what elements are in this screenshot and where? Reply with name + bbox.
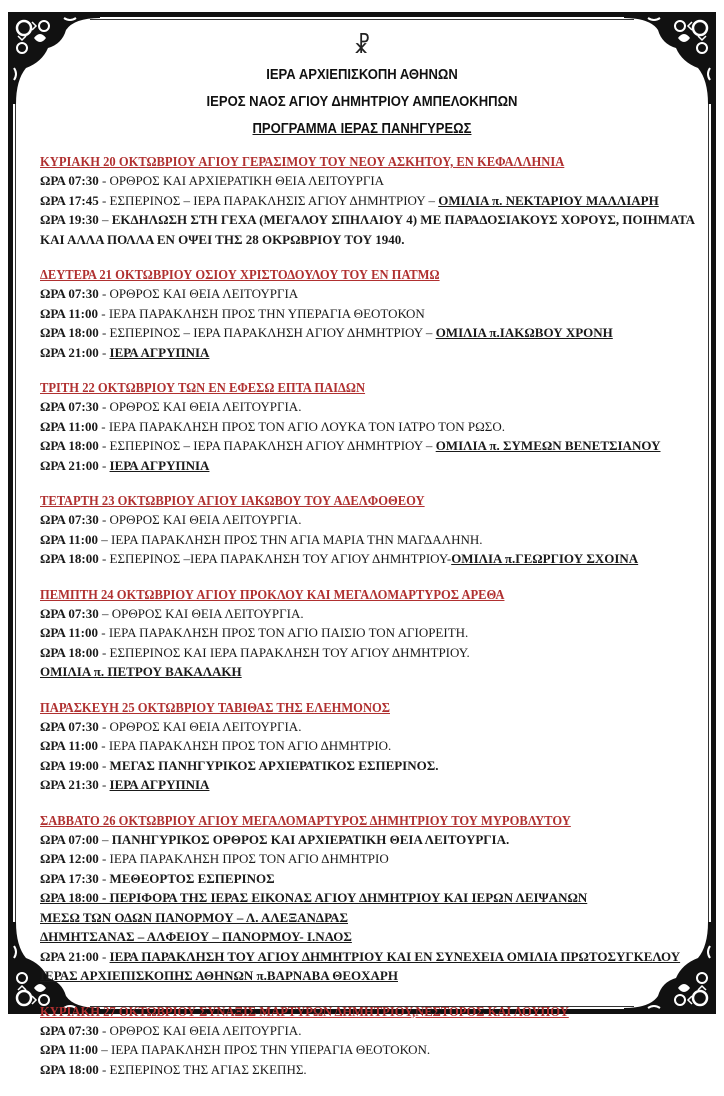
event-text: ΕΣΠΕΡΙΝΟΣ –ΙΕΡΑ ΠΑΡΑΚΛΗΣΗ ΤΟΥ ΑΓΙΟΥ ΔΗΜΗΤΡΙΟΥ-: [109, 551, 452, 566]
event-text: ΟΡΘΡΟΣ ΚΑΙ ΘΕΙΑ ΛΕΙΤΟΥΡΓΙΑ.: [109, 1022, 302, 1038]
separator: -: [98, 551, 110, 566]
day-section: [40, 699, 694, 795]
separator: -: [98, 718, 110, 734]
event-text: ΟΡΘΡΟΣ ΚΑΙ ΘΕΙΑ ΛΕΙΤΟΥΡΓΙΑ: [109, 286, 299, 301]
time-label: ΩΡΑ 07:30: [40, 399, 99, 414]
day-title: ΤΕΤΑΡΤΗ 23 ΟΚΤΩΒΡΙΟΥ ΑΓΙΟΥ ΙΑΚΩΒΟΥ ΤΟΥ ΑΔΕΛΦΟΘΕΟΥ: [40, 493, 425, 508]
time-label: ΩΡΑ 12:00: [40, 851, 99, 866]
separator: –: [97, 1042, 111, 1057]
time-label: ΩΡΑ 11:00: [40, 418, 98, 434]
day-section: [40, 492, 694, 569]
separator: -: [97, 418, 109, 434]
time-label: ΩΡΑ 21:00: [40, 948, 99, 964]
schedule-row: [40, 888, 694, 908]
event-text: ΙΕΡΑ ΠΑΡΑΚΛΗΣΗ ΠΡΟΣ ΤΗΝ ΑΓΙΑ ΜΑΡΙΑ ΤΗΝ ΜΑΓΔΑΛΗΝΗ.: [110, 531, 483, 547]
day-section: [40, 266, 694, 362]
schedule-row: [40, 304, 694, 324]
time-label: ΩΡΑ 07:30: [40, 605, 99, 621]
separator: -: [98, 438, 110, 453]
schedule-row: [40, 1021, 694, 1041]
day-section: [40, 153, 694, 249]
separator: –: [98, 605, 112, 621]
time-label: ΩΡΑ 18:00: [40, 325, 99, 340]
schedule-row: [40, 775, 694, 795]
schedule-row: [40, 662, 694, 682]
sermon-highlight: ΟΜΙΛΙΑ π. ΣΥΜΕΩΝ ΒΕΝΕΤΣΙΑΝΟΥ: [435, 438, 661, 453]
separator: –: [98, 212, 112, 227]
event-text: ΕΣΠΕΡΙΝΟΣ – ΙΕΡΑ ΠΑΡΑΚΛΗΣΗ ΑΓΙΟΥ ΔΗΜΗΤΡΙΟΥ –: [109, 325, 436, 340]
schedule-row: [40, 210, 694, 230]
separator: -: [98, 512, 110, 527]
event-text: ΕΚΔΗΛΩΣΗ ΣΤΗ ΓΕΧΑ (ΜΕΓΑΛΟΥ ΣΠΗΛΑΙΟΥ 4) ΜΕ ΠΑΡΑΔΟΣΙΑΚΟΥΣ ΧΟΡΟΥΣ, ΠΟΙΗΜΑΤΑ: [111, 212, 695, 227]
separator: -: [97, 305, 109, 321]
schedule-row: [40, 849, 694, 869]
separator: -: [98, 1061, 110, 1077]
border-top-inner: [90, 19, 634, 20]
event-text: ΙΕΡΑ ΠΑΡΑΚΛΗΣΗ ΠΡΟΣ ΤΟΝ ΑΓΙΟ ΠΑΙΣΙΟ ΤΟΝ ΑΓΙΟΡΕΙΤΗ.: [108, 625, 469, 640]
event-text: ΟΡΘΡΟΣ ΚΑΙ ΘΕΙΑ ΛΕΙΤΟΥΡΓΙΑ.: [109, 399, 302, 414]
border-left: [8, 60, 13, 964]
border-top: [60, 12, 664, 17]
sermon-highlight: ΟΜΙΛΙΑ π.ΙΑΚΩΒΟΥ ΧΡΟΝΗ: [435, 325, 613, 340]
separator: –: [97, 531, 111, 547]
time-label: ΩΡΑ 07:30: [40, 173, 99, 188]
event-text: ΕΣΠΕΡΙΝΟΣ ΚΑΙ ΙΕΡΑ ΠΑΡΑΚΛΗΣΗ ΤΟΥ ΑΓΙΟΥ ΔΗΜΗΤΡΙΟΥ.: [109, 644, 470, 660]
separator: -: [98, 777, 110, 792]
sermon-highlight: ΟΜΙΛΙΑ π.ΓΕΩΡΓΙΟΥ ΣΧΟΙΝΑ: [451, 551, 639, 566]
separator: –: [98, 831, 112, 847]
schedule-row: [40, 947, 694, 967]
event-text: ΠΑΝΗΓΥΡΙΚΟΣ ΟΡΘΡΟΣ ΚΑΙ ΑΡΧΙΕΡΑΤΙΚΗ ΘΕΙΑ ΛΕΙΤΟΥΡΓΙΑ.: [111, 831, 510, 847]
day-section: [40, 379, 694, 475]
time-label: ΩΡΑ 17:30: [40, 870, 99, 886]
separator: -: [98, 173, 110, 188]
schedule: [40, 153, 694, 1096]
separator: -: [98, 851, 110, 866]
schedule-row: [40, 284, 694, 304]
day-title: ΚΥΡΙΑΚΗ 20 ΟΚΤΩΒΡΙΟΥ ΑΓΙΟΥ ΓΕΡΑΣΙΜΟΥ ΤΟΥ ΝΕΟΥ ΑΣΚΗΤΟΥ, ΕΝ ΚΕΦΑΛΛΗΝΙΑ: [40, 154, 565, 169]
time-label: ΩΡΑ 11:00: [40, 1042, 98, 1057]
day-title: ΤΡΙΤΗ 22 ΟΚΤΩΒΡΙΟΥ ΤΩΝ ΕΝ ΕΦΕΣΩ ΕΠΤΑ ΠΑΙΔΩΝ: [40, 380, 366, 395]
time-label: ΩΡΑ 18:00: [40, 644, 99, 660]
time-label: ΩΡΑ 18:00: [40, 1061, 99, 1077]
sermon-highlight: ΙΕΡΑ ΑΓΡΥΠΝΙΑ: [109, 344, 210, 360]
schedule-row: [40, 436, 694, 456]
schedule-row: [40, 549, 694, 569]
sermon-highlight: ΙΕΡΑ ΑΓΡΥΠΝΙΑ: [109, 777, 210, 792]
schedule-row: [40, 604, 694, 624]
separator: -: [97, 738, 109, 753]
day-section: [40, 812, 694, 986]
time-label: ΩΡΑ 07:30: [40, 718, 99, 734]
time-label: ΩΡΑ 17:45: [40, 192, 99, 208]
event-continuation: ΟΜΙΛΙΑ π. ΠΕΤΡΟΥ ΒΑΚΑΛΑΚΗ: [40, 664, 242, 679]
separator: -: [98, 399, 110, 414]
schedule-row: [40, 230, 694, 250]
sermon-highlight: ΙΕΡΑ ΑΓΡΥΠΝΙΑ: [109, 457, 210, 473]
event-text: ΕΣΠΕΡΙΝΟΣ – ΙΕΡΑ ΠΑΡΑΚΛΗΣΙΣ ΑΓΙΟΥ ΔΗΜΗΤΡΙΟΥ –: [109, 192, 439, 208]
separator: -: [98, 948, 110, 964]
event-text: ΜΕΓΑΣ ΠΑΝΗΓΥΡΙΚΟΣ ΑΡΧΙΕΡΑΤΙΚΟΣ ΕΣΠΕΡΙΝΟΣ.: [109, 757, 439, 773]
schedule-row: [40, 927, 694, 947]
sermon-highlight: ΙΕΡΑ ΠΑΡΑΚΛΗΣΗ ΤΟΥ ΑΓΙΟΥ ΔΗΜΗΤΡΙΟΥ ΚΑΙ ΕΝ ΣΥΝΕΧΕΙΑ ΟΜΙΛΙΑ ΠΡΩΤΟΣΥΓΚΕΛΟΥ: [109, 948, 681, 964]
schedule-row: [40, 397, 694, 417]
schedule-row: [40, 343, 694, 363]
church-title: ΙΕΡΟΣ ΝΑΟΣ ΑΓΙΟΥ ΔΗΜΗΤΡΙΟΥ ΑΜΠΕΛΟΚΗΠΩΝ: [206, 94, 518, 110]
schedule-row: [40, 966, 694, 986]
day-title: ΣΑΒΒΑΤΟ 26 ΟΚΤΩΒΡΙΟΥ ΑΓΙΟΥ ΜΕΓΑΛΟΜΑΡΤΥΡΟΣ ΔΗΜΗΤΡΙΟΥ ΤΟΥ ΜΥΡΟΒΛΥΤΟΥ: [40, 812, 571, 828]
event-text: ΟΡΘΡΟΣ ΚΑΙ ΑΡΧΙΕΡΑΤΙΚΗ ΘΕΙΑ ΛΕΙΤΟΥΡΓΙΑ: [109, 173, 385, 188]
separator: -: [97, 625, 109, 640]
schedule-row: [40, 623, 694, 643]
separator: -: [98, 644, 110, 660]
separator: -: [98, 757, 110, 773]
time-label: ΩΡΑ 07:00: [40, 831, 99, 847]
time-label: ΩΡΑ 07:30: [40, 1022, 99, 1038]
schedule-row: [40, 643, 694, 663]
event-continuation: ΜΕΣΩ ΤΩΝ ΟΔΩΝ ΠΑΝΟΡΜΟΥ – Λ. ΑΛΕΞΑΝΔΡΑΣ: [40, 909, 349, 925]
day-section: [40, 1003, 694, 1080]
schedule-row: [40, 417, 694, 437]
event-continuation: ΔΗΜΗΤΣΑΝΑΣ – ΑΛΦΕΙΟΥ – ΠΑΝΟΡΜΟΥ- Ι.ΝΑΟΣ: [40, 929, 352, 944]
schedule-row: [40, 456, 694, 476]
time-label: ΩΡΑ 21:30: [40, 777, 99, 792]
separator: -: [98, 325, 110, 340]
schedule-row: [40, 171, 694, 191]
event-text: ΕΣΠΕΡΙΝΟΣ – ΙΕΡΑ ΠΑΡΑΚΛΗΣΗ ΑΓΙΟΥ ΔΗΜΗΤΡΙΟΥ –: [109, 438, 436, 453]
document-header: [0, 36, 724, 143]
separator: -: [98, 344, 110, 360]
event-highlight: ΩΡΑ 18:00 - ΠΕΡΙΦΟΡΑ ΤΗΣ ΙΕΡΑΣ ΕΙΚΟΝΑΣ ΑΓΙΟΥ ΔΗΜΗΤΡΙΟΥ ΚΑΙ ΙΕΡΩΝ ΛΕΙΨΑΝΩΝ: [40, 890, 588, 905]
time-label: ΩΡΑ 07:30: [40, 286, 99, 301]
schedule-row: [40, 530, 694, 550]
event-text: ΙΕΡΑ ΠΑΡΑΚΛΗΣΗ ΠΡΟΣ ΤΗΝ ΥΠΕΡΑΓΙΑ ΘΕΟΤΟΚΟΝ.: [110, 1042, 431, 1057]
program-title: ΠΡΟΓΡΑΜΜΑ ΙΕΡΑΣ ΠΑΝΗΓΥΡΕΩΣ: [252, 121, 472, 137]
separator: -: [98, 192, 110, 208]
schedule-row: [40, 1040, 694, 1060]
schedule-row: [40, 830, 694, 850]
time-label: ΩΡΑ 11:00: [40, 625, 98, 640]
time-label: ΩΡΑ 19:00: [40, 757, 99, 773]
schedule-row: [40, 756, 694, 776]
day-title: ΚΥΡΙΑΚΗ 27 ΟΚΤΩΒΡΙΟΥ ΣΥΝΑΞΙΣ ΜΑΡΤΥΡΩΝ ΔΗΜΗΤΡΙΟΥ,ΝΕΣΤΟΡΟΣ ΚΑΙ ΛΟΥΠΟΥ: [40, 1003, 569, 1019]
time-label: ΩΡΑ 21:00: [40, 457, 99, 473]
time-label: ΩΡΑ 11:00: [40, 531, 98, 547]
separator: -: [98, 286, 110, 301]
schedule-row: [40, 323, 694, 343]
event-text: ΙΕΡΑ ΠΑΡΑΚΛΗΣΗ ΠΡΟΣ ΤΟΝ ΑΓΙΟ ΔΗΜΗΤΡΙΟ.: [108, 738, 392, 753]
sermon-highlight: ΟΜΙΛΙΑ π. ΝΕΚΤΑΡΙΟΥ ΜΑΛΛΙΑΡΗ: [438, 192, 659, 208]
event-continuation: ΙΕΡΑΣ ΑΡΧΙΕΠΙΣΚΟΠΗΣ ΑΘΗΝΩΝ π.ΒΑΡΝΑΒΑ ΘΕΟΧΑΡΗ: [40, 968, 398, 983]
day-title: ΔΕΥΤΕΡΑ 21 ΟΚΤΩΒΡΙΟΥ ΟΣΙΟΥ ΧΡΙΣΤΟΔΟΥΛΟΥ ΤΟΥ ΕΝ ΠΑΤΜΩ: [40, 267, 440, 282]
schedule-row: [40, 869, 694, 889]
event-continuation: ΚΑΙ ΑΛΛΑ ΠΟΛΛΑ ΕΝ ΟΨΕΙ ΤΗΣ 28 ΟΚΡΩΒΡΙΟΥ ΤΟΥ 1940.: [40, 231, 405, 247]
event-text: ΕΣΠΕΡΙΝΟΣ ΤΗΣ ΑΓΙΑΣ ΣΚΕΠΗΣ.: [109, 1061, 307, 1077]
schedule-row: [40, 191, 694, 211]
separator: -: [98, 870, 110, 886]
schedule-row: [40, 1060, 694, 1080]
chi-rho-icon: ☧: [353, 34, 371, 59]
day-title: ΠΑΡΑΣΚΕΥΗ 25 ΟΚΤΩΒΡΙΟΥ ΤΑΒΙΘΑΣ ΤΗΣ ΕΛΕΗΜΟΝΟΣ: [40, 699, 390, 715]
event-text: ΙΕΡΑ ΠΑΡΑΚΛΗΣΗ ΠΡΟΣ ΤΗΝ ΥΠΕΡΑΓΙΑ ΘΕΟΤΟΚΟΝ: [108, 305, 425, 321]
event-text: ΙΕΡΑ ΠΑΡΑΚΛΗΣΗ ΠΡΟΣ ΤΟΝ ΑΓΙΟ ΔΗΜΗΤΡΙΟ: [109, 851, 389, 866]
time-label: ΩΡΑ 11:00: [40, 305, 98, 321]
time-label: ΩΡΑ 18:00: [40, 551, 99, 566]
schedule-row: [40, 717, 694, 737]
day-title: ΠΕΜΠΤΗ 24 ΟΚΤΩΒΡΙΟΥ ΑΓΙΟΥ ΠΡΟΚΛΟΥ ΚΑΙ ΜΕΓΑΛΟΜΑΡΤΥΡΟΣ ΑΡΕΘΑ: [40, 586, 505, 602]
event-text: ΙΕΡΑ ΠΑΡΑΚΛΗΣΗ ΠΡΟΣ ΤΟΝ ΑΓΙΟ ΛΟΥΚΑ ΤΟΝ ΙΑΤΡΟ ΤΟΝ ΡΩΣΟ.: [108, 418, 505, 434]
event-text: ΟΡΘΡΟΣ ΚΑΙ ΘΕΙΑ ΛΕΙΤΟΥΡΓΙΑ.: [111, 605, 304, 621]
time-label: ΩΡΑ 21:00: [40, 344, 99, 360]
day-section: [40, 586, 694, 682]
schedule-row: [40, 908, 694, 928]
event-text: ΟΡΘΡΟΣ ΚΑΙ ΘΕΙΑ ΛΕΙΤΟΥΡΓΙΑ.: [109, 512, 302, 527]
separator: -: [98, 457, 110, 473]
schedule-row: [40, 736, 694, 756]
time-label: ΩΡΑ 07:30: [40, 512, 99, 527]
schedule-row: [40, 510, 694, 530]
archdiocese-title: ΙΕΡΑ ΑΡΧΙΕΠΙΣΚΟΠΗ ΑΘΗΝΩΝ: [266, 67, 458, 83]
separator: -: [98, 1022, 110, 1038]
time-label: ΩΡΑ 19:30: [40, 212, 99, 227]
border-left-inner: [15, 90, 16, 934]
time-label: ΩΡΑ 18:00: [40, 438, 99, 453]
time-label: ΩΡΑ 11:00: [40, 738, 98, 753]
border-right: [711, 60, 716, 964]
border-right-inner: [708, 90, 709, 934]
event-text: ΟΡΘΡΟΣ ΚΑΙ ΘΕΙΑ ΛΕΙΤΟΥΡΓΙΑ.: [109, 718, 302, 734]
event-text: ΜΕΘΕΟΡΤΟΣ ΕΣΠΕΡΙΝΟΣ: [109, 870, 275, 886]
